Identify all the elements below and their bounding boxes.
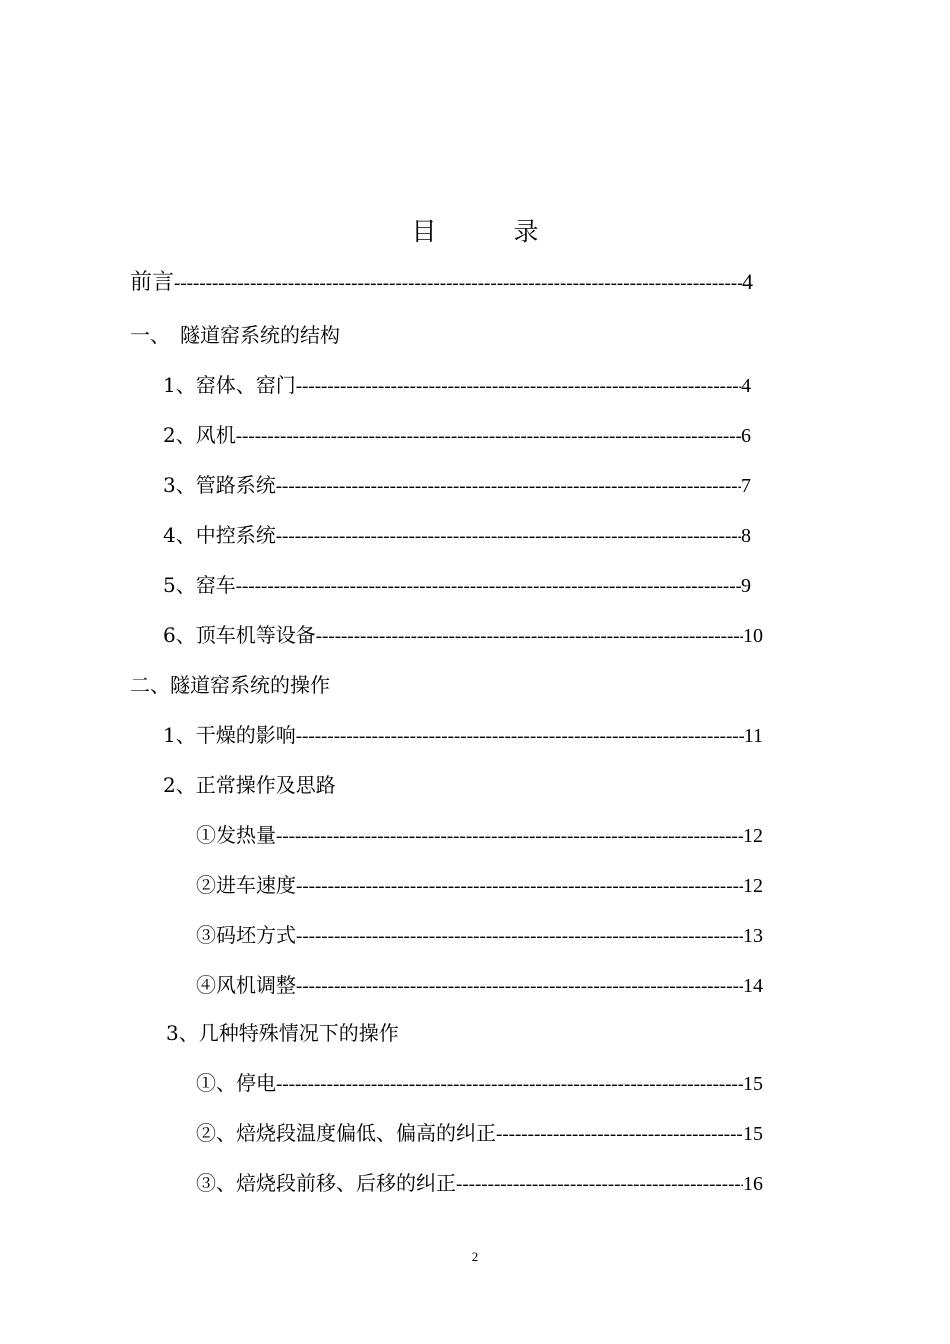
- dot-leader: [296, 722, 744, 752]
- toc-entry[interactable]: [196, 870, 763, 902]
- dot-leader: [296, 372, 741, 402]
- toc-entry-page: 4: [742, 269, 753, 294]
- toc-entry-label: 3、管路系统: [163, 473, 276, 497]
- toc-entry-label: ②进车速度: [196, 873, 296, 897]
- toc-entry[interactable]: [196, 1068, 763, 1100]
- toc-entry[interactable]: [196, 1118, 763, 1150]
- toc-entry[interactable]: [163, 720, 763, 752]
- toc-entry-label: ③、焙烧段前移、后移的纠正: [196, 1171, 456, 1195]
- toc-entry-label: 3、几种特殊情况下的操作: [166, 1021, 399, 1045]
- toc-entry-label: ①发热量: [196, 823, 276, 847]
- toc-entry[interactable]: [196, 1168, 763, 1200]
- toc-entry-label: 2、风机: [163, 423, 236, 447]
- dot-leader: [456, 1170, 743, 1200]
- toc-entry-page: 7: [741, 475, 751, 497]
- toc-entry-label: 4、中控系统: [163, 523, 276, 547]
- toc-entry-label: 5、窑车: [163, 573, 236, 597]
- dot-leader: [296, 972, 743, 1002]
- toc-entry-page: 13: [743, 925, 763, 947]
- toc-entry-label: ④风机调整: [196, 973, 296, 997]
- dot-leader: [496, 1120, 743, 1150]
- toc-entry-page: 4: [741, 375, 751, 397]
- dot-leader: [276, 1070, 743, 1100]
- toc-entry-label: 1、干燥的影响: [163, 723, 296, 747]
- dot-leader: [236, 422, 741, 452]
- dot-leader: [276, 472, 741, 502]
- toc-entry-page: 9: [741, 575, 751, 597]
- toc-entry-label: 二、隧道窑系统的操作: [130, 673, 330, 697]
- page-title: 目 录: [411, 217, 565, 246]
- dot-leader: [236, 572, 741, 602]
- toc-entry-page: 6: [741, 425, 751, 447]
- toc-section-heading[interactable]: [130, 320, 340, 350]
- toc-subsection-heading[interactable]: [166, 1018, 399, 1048]
- toc-entry-page: 16: [743, 1173, 763, 1195]
- dot-leader: [296, 872, 743, 902]
- toc-entry-page: 12: [743, 875, 763, 897]
- toc-entry[interactable]: [163, 470, 751, 502]
- toc-entry[interactable]: [163, 620, 763, 652]
- toc-entry-page: 12: [743, 825, 763, 847]
- toc-entry-page: 11: [743, 725, 763, 747]
- toc-entry-label: ②、焙烧段温度偏低、偏高的纠正: [196, 1121, 496, 1145]
- page-number: 2: [471, 1249, 479, 1264]
- toc-entry-label: 1、窑体、窑门: [163, 373, 296, 397]
- toc-entry-label: 一、 隧道窑系统的结构: [130, 323, 340, 347]
- toc-entry[interactable]: [163, 370, 751, 402]
- toc-entry-label: ③码坯方式: [196, 923, 296, 947]
- toc-entry-preface[interactable]: [130, 267, 753, 299]
- toc-entry-page: 8: [741, 525, 751, 547]
- dot-leader: [174, 269, 742, 299]
- dot-leader: [296, 922, 743, 952]
- toc-entry-page: 15: [743, 1123, 763, 1145]
- toc-entry-label: 6、顶车机等设备: [163, 623, 316, 647]
- toc-entry[interactable]: [163, 570, 751, 602]
- toc-subsection-heading[interactable]: [163, 770, 336, 800]
- toc-entry-label: ①、停电: [196, 1071, 276, 1095]
- toc-entry-page: 14: [743, 975, 763, 997]
- toc-entry-label: 前言: [130, 270, 175, 295]
- toc-entry[interactable]: [196, 820, 763, 852]
- toc-entry[interactable]: [163, 520, 751, 552]
- toc-entry-label: 2、正常操作及思路: [163, 773, 336, 797]
- toc-entry[interactable]: [163, 420, 751, 452]
- toc-section-heading[interactable]: [130, 670, 330, 700]
- dot-leader: [276, 822, 743, 852]
- toc-entry-page: 10: [743, 625, 763, 647]
- dot-leader: [316, 622, 743, 652]
- toc-entry[interactable]: [196, 970, 763, 1002]
- toc-entry-page: 15: [743, 1073, 763, 1095]
- dot-leader: [276, 522, 741, 552]
- toc-entry[interactable]: [196, 920, 763, 952]
